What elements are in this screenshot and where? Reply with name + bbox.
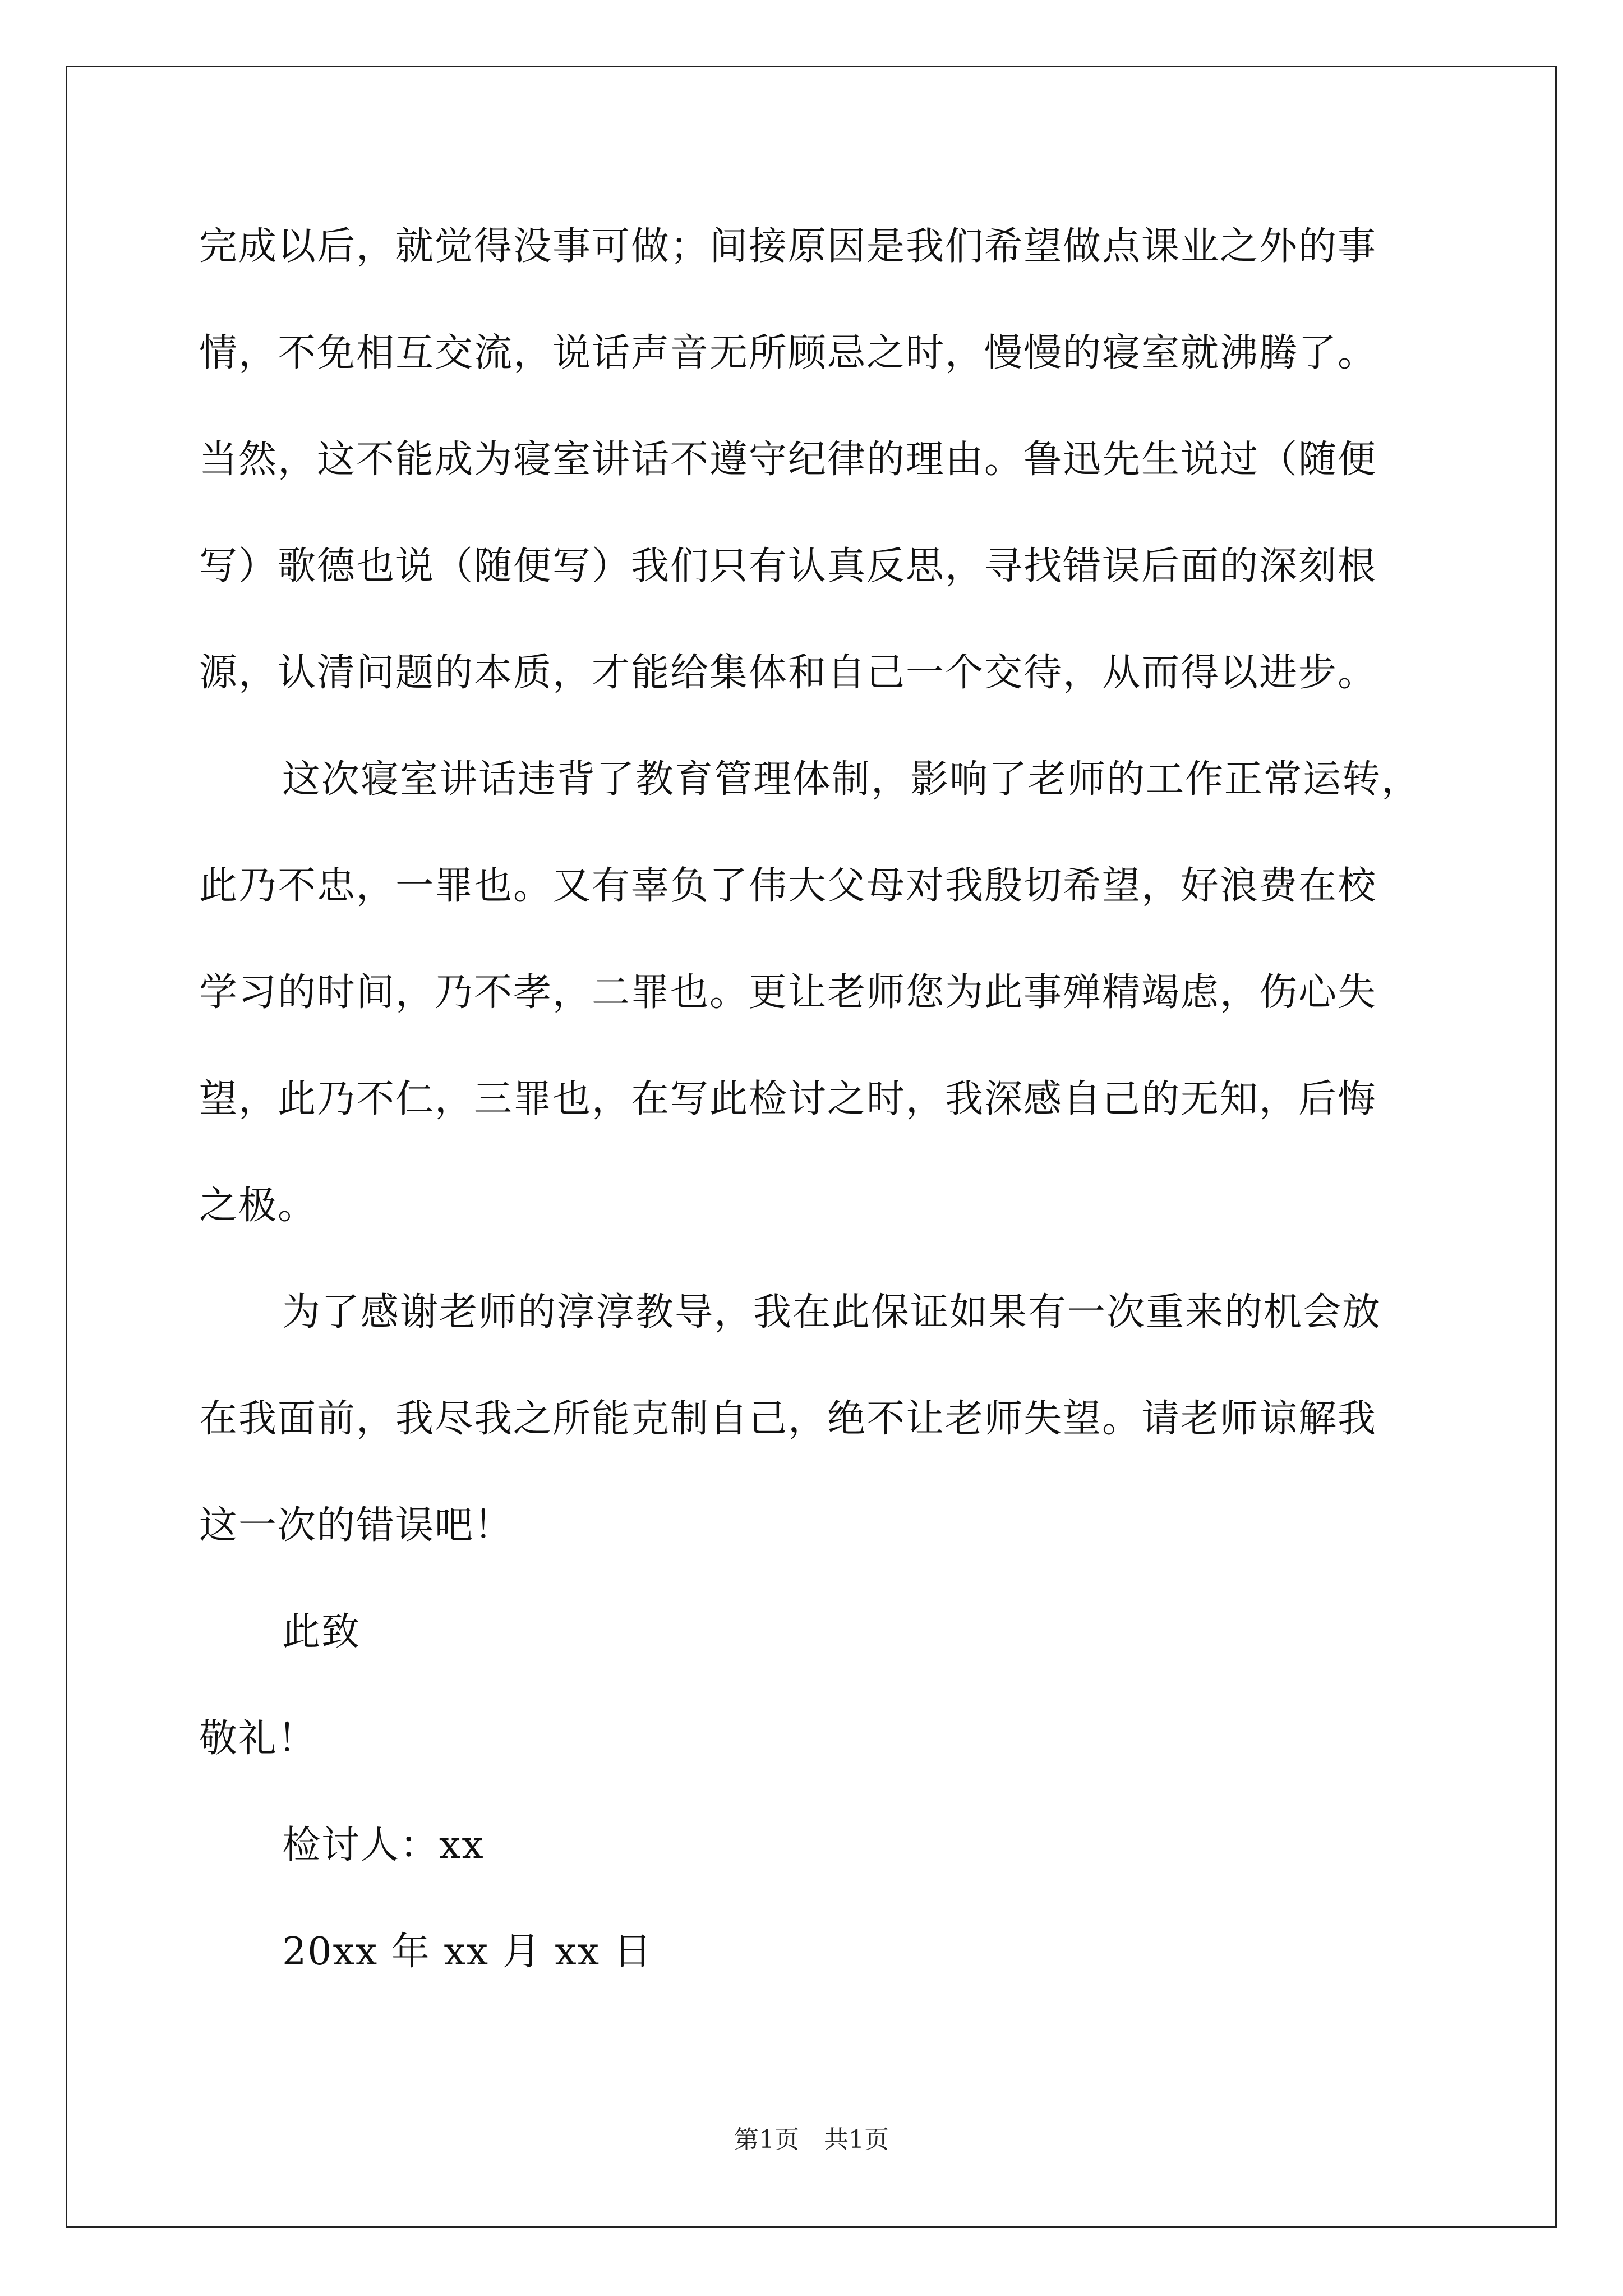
body-line-1: 完成以后，就觉得没事可做；间接原因是我们希望做点课业之外的事 (199, 224, 1377, 269)
body-line-6: 这次寝室讲话违背了教育管理体制，影响了老师的工作正常运转， (282, 757, 1421, 802)
body-line-12: 在我面前，我尽我之所能克制自己，绝不让老师失望。请老师谅解我 (199, 1397, 1377, 1441)
body-line-8: 学习的时间，乃不孝，二罪也。更让老师您为此事殚精竭虑，伤心失 (199, 970, 1377, 1015)
closing-salutation: 此致 (282, 1610, 361, 1654)
body-line-4: 写）歌德也说（随便写）我们只有认真反思，寻找错误后面的深刻根 (199, 544, 1377, 588)
body-line-11: 为了感谢老师的淳淳教导，我在此保证如果有一次重来的机会放 (282, 1290, 1382, 1335)
signature-name: 检讨人：xx (282, 1823, 485, 1867)
closing-respect: 敬礼！ (199, 1717, 317, 1761)
body-line-3: 当然，这不能成为寝室讲话不遵守纪律的理由。鲁迅先生说过（随便 (199, 438, 1377, 482)
body-line-13: 这一次的错误吧！ (199, 1503, 514, 1548)
page-number-footer: 第1页 共1页 (734, 2125, 889, 2154)
body-line-9: 望，此乃不仁，三罪也，在写此检讨之时，我深感自己的无知，后悔 (199, 1077, 1377, 1121)
letter-body (199, 213, 1438, 2025)
signature-date: 20xx 年 xx 月 xx 日 (282, 1930, 653, 1974)
body-line-2: 情，不免相互交流，说话声音无所顾忌之时，慢慢的寝室就沸腾了。 (199, 331, 1377, 375)
body-line-10: 之极。 (199, 1184, 317, 1228)
body-line-5: 源，认清问题的本质，才能给集体和自己一个交待，从而得以进步。 (199, 651, 1377, 695)
body-line-7: 此乃不忠，一罪也。又有辜负了伟大父母对我殷切希望，好浪费在校 (199, 864, 1377, 908)
